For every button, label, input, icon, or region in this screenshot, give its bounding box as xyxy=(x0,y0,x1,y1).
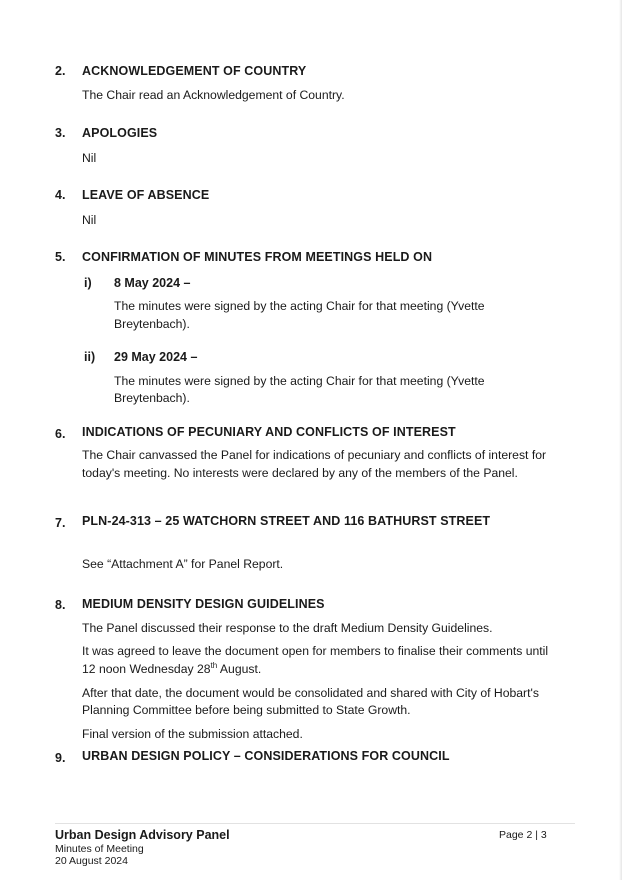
item-body: Nil xyxy=(82,213,97,227)
subitem-body-line: The minutes were signed by the acting Chair for that meeting (Yvette xyxy=(114,299,485,313)
item-body-line: The Chair canvassed the Panel for indications of pecuniary and conflicts of interest for xyxy=(82,448,547,462)
date-month: August. xyxy=(217,662,262,676)
item-number: 9. xyxy=(55,751,66,765)
date-text: 12 noon Wednesday 28 xyxy=(82,662,211,676)
item-paragraph-line: Planning Committee before being submitted to State Growth. xyxy=(82,703,411,717)
item-number: 7. xyxy=(55,516,66,530)
item-heading: PLN-24-313 – 25 WATCHORN STREET AND 116 BATHURST STREET xyxy=(82,514,491,528)
subitem-number: ii) xyxy=(84,350,96,364)
item-heading: CONFIRMATION OF MINUTES FROM MEETINGS HELD ON xyxy=(82,250,433,264)
footer-title: Urban Design Advisory Panel xyxy=(55,828,230,842)
item-paragraph-line: After that date, the document would be consolidated and shared with City of Hobart's xyxy=(82,686,539,700)
subitem-body-line: The minutes were signed by the acting Chair for that meeting (Yvette xyxy=(114,374,485,388)
subitem-body-line: Breytenbach). xyxy=(114,317,190,331)
footer-divider xyxy=(55,823,575,824)
item-body-line: today's meeting. No interests were declared by any of the members of the Panel. xyxy=(82,466,518,480)
footer-subtitle: Minutes of Meeting xyxy=(55,843,144,855)
subitem-heading: 8 May 2024 – xyxy=(114,276,191,290)
subitem-heading: 29 May 2024 – xyxy=(114,350,198,364)
subitem-number: i) xyxy=(84,276,92,290)
item-heading: MEDIUM DENSITY DESIGN GUIDELINES xyxy=(82,597,325,611)
item-number: 6. xyxy=(55,427,66,441)
item-heading: LEAVE OF ABSENCE xyxy=(82,188,210,202)
item-number: 4. xyxy=(55,188,66,202)
item-paragraph: Final version of the submission attached. xyxy=(82,727,303,741)
item-number: 8. xyxy=(55,598,66,612)
item-heading: URBAN DESIGN POLICY – CONSIDERATIONS FOR COUNCIL xyxy=(82,749,450,763)
item-paragraph: The Panel discussed their response to the draft Medium Density Guidelines. xyxy=(82,621,493,635)
footer-date: 20 August 2024 xyxy=(55,855,128,867)
item-body: The Chair read an Acknowledgement of Country. xyxy=(82,88,345,102)
item-number: 3. xyxy=(55,126,66,140)
page-number: Page 2 | 3 xyxy=(499,829,547,841)
subitem-body-line: Breytenbach). xyxy=(114,391,190,405)
date-ordinal: th xyxy=(210,660,218,670)
item-paragraph-line: It was agreed to leave the document open for members to finalise their comments until xyxy=(82,644,549,658)
item-number: 2. xyxy=(55,64,66,78)
item-paragraph-line xyxy=(82,661,261,678)
item-body: Nil xyxy=(82,151,97,165)
item-body: See “Attachment A” for Panel Report. xyxy=(82,557,284,571)
item-heading: APOLOGIES xyxy=(82,126,158,140)
item-heading: ACKNOWLEDGEMENT OF COUNTRY xyxy=(82,64,307,78)
item-heading: INDICATIONS OF PECUNIARY AND CONFLICTS OF INTEREST xyxy=(82,425,456,439)
item-number: 5. xyxy=(55,250,66,264)
